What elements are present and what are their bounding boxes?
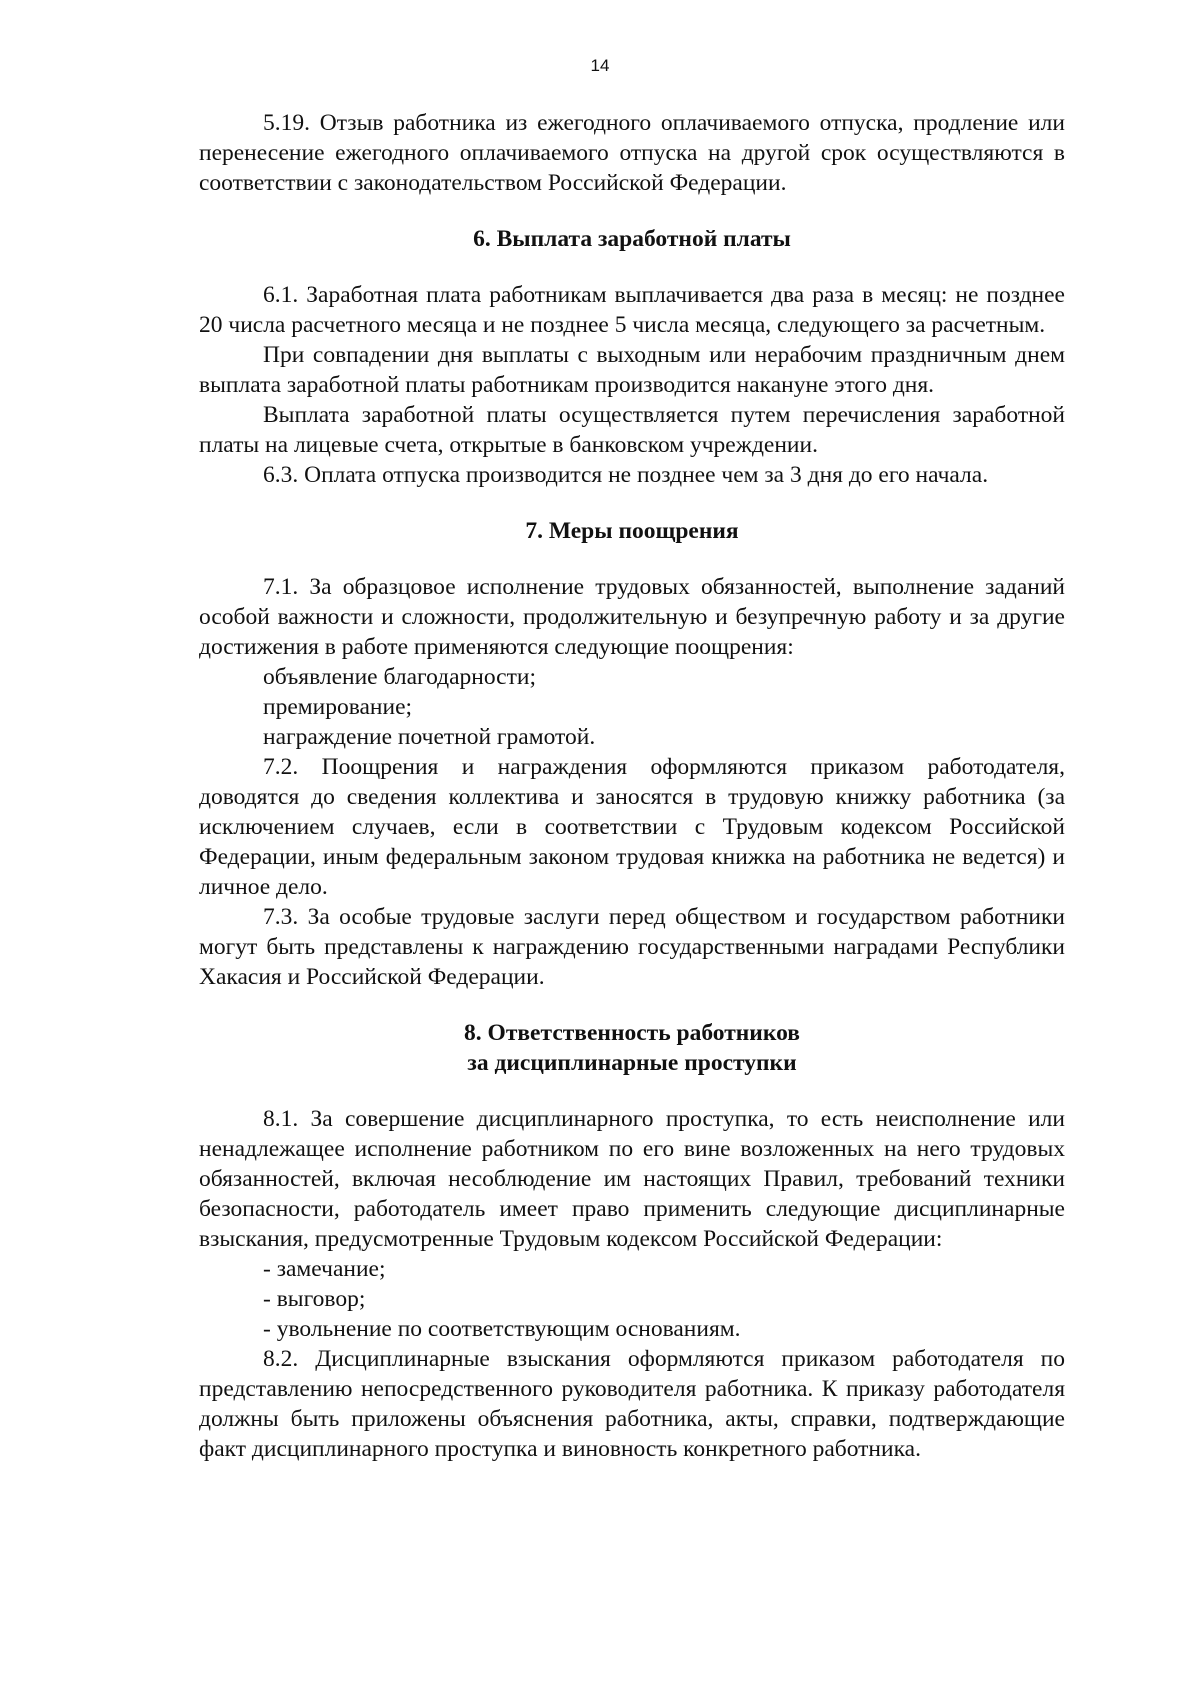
paragraph-7-2: 7.2. Поощрения и награждения оформляются приказом работодателя, доводятся до сведения коллектива и заносятся в трудовую книжку работника (за исключением случаев, если в соответствии с Трудовым кодексом Российской Федерации, иным федеральным законом трудовая книжка на работника не ведется) и личное дело. — [199, 754, 1065, 900]
section-7-heading: 7. Меры поощрения — [525, 518, 739, 544]
paragraph-8-1: 8.1. За совершение дисциплинарного проступка, то есть неисполнение или ненадлежащее исполнение работником по его вине возложенных на него трудовых обязанностей, включая несоблюдение им настоящих Правил, требований техники безопасности, работодатель имеет право применить следующие дисциплинарные взыскания, предусмотренные Трудовым кодексом Российской Федерации: — [199, 1106, 1065, 1252]
section-8-heading — [199, 1018, 1065, 1078]
paragraph-6-1-transfer: Выплата заработной платы осуществляется путем перечисления заработной платы на лицевые счета, открытые в банковском учреждении. — [199, 402, 1065, 458]
paragraph-7-3: 7.3. За особые трудовые заслуги перед обществом и государством работники могут быть представлены к награждению государственными наградами Республики Хакасия и Российской Федерации. — [199, 904, 1065, 990]
reward-item: премирование; — [263, 694, 413, 720]
page-number: 14 — [590, 56, 610, 75]
reward-item: объявление благодарности; — [263, 664, 536, 690]
section-6-heading: 6. Выплата заработной платы — [473, 226, 791, 252]
document-body — [199, 108, 1065, 1464]
paragraph-5-19: 5.19. Отзыв работника из ежегодного оплачиваемого отпуска, продление или перенесение ежегодного оплачиваемого отпуска на другой срок осуществляются в соответствии с законодательством Российской Федерации. — [199, 110, 1065, 196]
penalty-item: - замечание; — [263, 1256, 386, 1282]
penalty-item: - выговор; — [263, 1286, 366, 1312]
section-8-heading-line2: за дисциплинарные проступки — [467, 1050, 797, 1076]
penalty-item: - увольнение по соответствующим основаниям. — [263, 1316, 741, 1342]
paragraph-6-1: 6.1. Заработная плата работникам выплачивается два раза в месяц: не позднее 20 числа расчетного месяца и не позднее 5 числа месяца, следующего за расчетным. — [199, 282, 1065, 338]
paragraph-6-1-holiday: При совпадении дня выплаты с выходным или нерабочим праздничным днем выплата заработной платы работникам производится накануне этого дня. — [199, 342, 1065, 398]
section-8-heading-line1: 8. Ответственность работников — [464, 1020, 800, 1046]
reward-item: награждение почетной грамотой. — [263, 724, 596, 750]
paragraph-6-3: 6.3. Оплата отпуска производится не позднее чем за 3 дня до его начала. — [263, 462, 989, 488]
paragraph-7-1: 7.1. За образцовое исполнение трудовых обязанностей, выполнение заданий особой важности и сложности, продолжительную и безупречную работу и за другие достижения в работе применяются следующие поощрения: — [199, 574, 1065, 660]
paragraph-8-2: 8.2. Дисциплинарные взыскания оформляются приказом работодателя по представлению непосредственного руководителя работника. К приказу работодателя должны быть приложены объяснения работника, акты, справки, подтверждающие факт дисциплинарного проступка и виновность конкретного работника. — [199, 1346, 1065, 1462]
